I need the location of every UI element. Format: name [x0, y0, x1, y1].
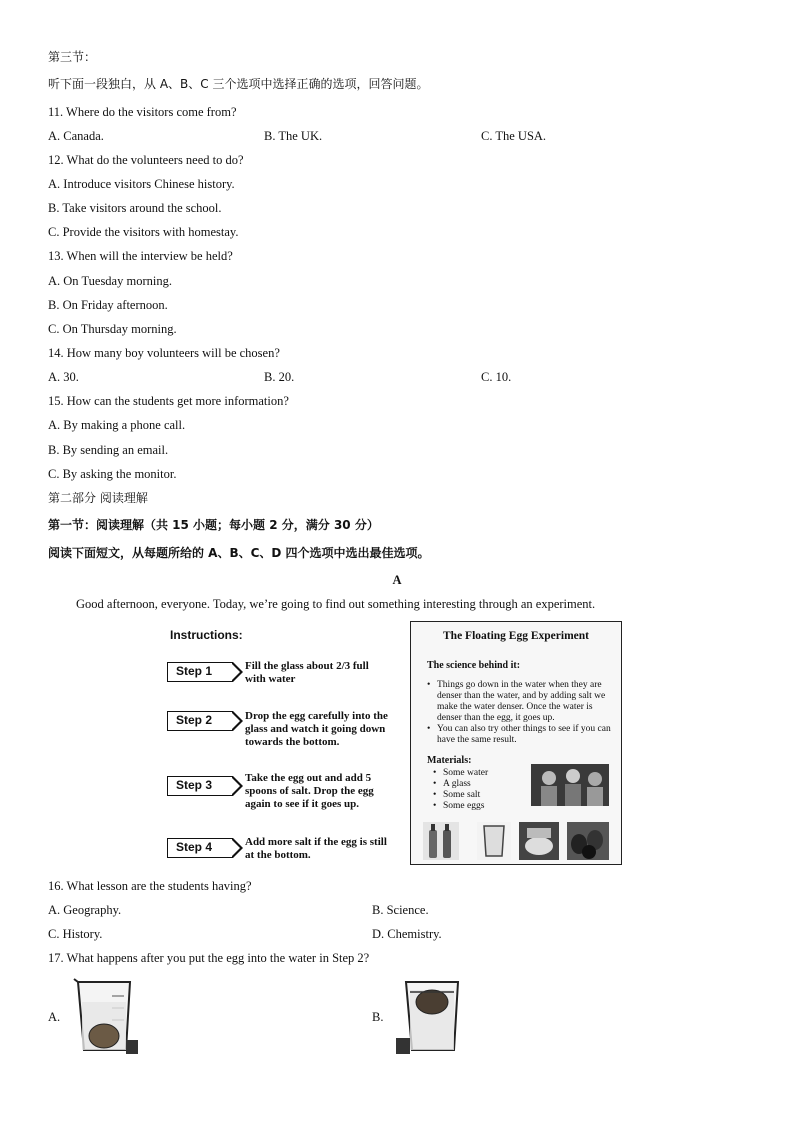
- step-1-arrow: [233, 662, 243, 682]
- science-list: [425, 680, 611, 746]
- question-16: 16. What lesson are the students having?: [48, 879, 252, 893]
- q16-option-d: D. Chemistry.: [372, 927, 442, 941]
- materials-list: [431, 768, 521, 812]
- science-title: The science behind it:: [427, 660, 521, 671]
- q11-option-c: C. The USA.: [481, 129, 547, 143]
- step-2-box: Step 2: [167, 711, 233, 731]
- salt-icon: [519, 822, 559, 860]
- question-14: 14. How many boy volunteers will be chosen?: [48, 346, 280, 360]
- panel-title: The Floating Egg Experiment: [443, 630, 589, 642]
- step-3-box: Step 3: [167, 776, 233, 796]
- step-4-arrow: [233, 838, 243, 858]
- instructions-figure: [165, 626, 390, 866]
- beaker-egg-floating-icon: [396, 976, 464, 1056]
- q17-option-a: A.: [48, 1010, 61, 1024]
- water-bottles-icon: [423, 822, 459, 860]
- q13-option-a: A. On Tuesday morning.: [48, 274, 172, 288]
- beaker-egg-bottom-icon: [72, 976, 140, 1056]
- floating-egg-panel: [410, 621, 622, 865]
- q14-option-b: B. 20.: [264, 370, 295, 384]
- q13-option-b: B. On Friday afternoon.: [48, 298, 168, 312]
- section-heading: 第三节：: [48, 50, 97, 64]
- question-13: 13. When will the interview be held?: [48, 249, 233, 263]
- question-12: 12. What do the volunteers need to do?: [48, 153, 244, 167]
- q11-option-a: A. Canada.: [48, 129, 104, 143]
- material-item: • A glass: [431, 779, 521, 790]
- q14-option-a: A. 30.: [48, 370, 79, 384]
- material-item: • Some eggs: [431, 801, 521, 812]
- instructions-title: Instructions:: [170, 628, 243, 642]
- science-point: • Things go down in the water when they are denser than the water, and by adding salt we make the water denser. Once the water is denser than the egg, it goes up.: [425, 680, 611, 724]
- q17-option-b: B.: [372, 1010, 384, 1024]
- step-4-text: Add more salt if the egg is still at the bottom.: [245, 836, 387, 861]
- glass-icon: [477, 822, 511, 860]
- step-2-text: Drop the egg carefully into the glass and watch it going down towards the bottom.: [245, 710, 388, 748]
- step-3-text: Take the egg out and add 5 spoons of salt. Drop the egg again to see if it goes up.: [245, 772, 374, 810]
- q16-option-c: C. History.: [48, 927, 103, 941]
- q14-option-c: C. 10.: [481, 370, 512, 384]
- q12-option-a: A. Introduce visitors Chinese history.: [48, 177, 235, 191]
- part2-subheading: 第一节：阅读理解（共 15 小题；每小题 2 分，满分 30 分）: [48, 518, 379, 532]
- part2-instruction: 阅读下面短文，从每题所给的 A、B、C、D 四个选项中选出最佳选项。: [48, 546, 430, 560]
- passage-label: A: [392, 573, 402, 587]
- material-item: • Some salt: [431, 790, 521, 801]
- q13-option-c: C. On Thursday morning.: [48, 322, 177, 336]
- step-4-box: Step 4: [167, 838, 233, 858]
- step-2-arrow: [233, 711, 243, 731]
- science-point: • You can also try other things to see if you can have the same result.: [425, 724, 611, 746]
- passage-intro: Good afternoon, everyone. Today, we’re going to find out something interesting through an experiment.: [76, 597, 596, 611]
- eggs-photo-icon: [567, 822, 609, 860]
- question-17: 17. What happens after you put the egg into the water in Step 2?: [48, 951, 370, 965]
- section-instruction: 听下面一段独白，从 A、B、C 三个选项中选择正确的选项，回答问题。: [48, 77, 429, 91]
- q11-option-b: B. The UK.: [264, 129, 323, 143]
- q16-option-b: B. Science.: [372, 903, 429, 917]
- part2-heading: 第二部分 阅读理解: [48, 491, 148, 505]
- q12-option-c: C. Provide the visitors with homestay.: [48, 225, 239, 239]
- step-3-arrow: [233, 776, 243, 796]
- question-15: 15. How can the students get more information?: [48, 394, 289, 408]
- q12-option-b: B. Take visitors around the school.: [48, 201, 222, 215]
- q15-option-b: B. By sending an email.: [48, 443, 169, 457]
- q15-option-c: C. By asking the monitor.: [48, 467, 177, 481]
- step-1-box: Step 1: [167, 662, 233, 682]
- students-photo-icon: [531, 764, 609, 806]
- q15-option-a: A. By making a phone call.: [48, 418, 186, 432]
- step-1-text: Fill the glass about 2/3 full with water: [245, 660, 369, 685]
- materials-title: Materials:: [427, 755, 472, 766]
- q16-option-a: A. Geography.: [48, 903, 122, 917]
- material-item: • Some water: [431, 768, 521, 779]
- question-11: 11. Where do the visitors come from?: [48, 105, 237, 119]
